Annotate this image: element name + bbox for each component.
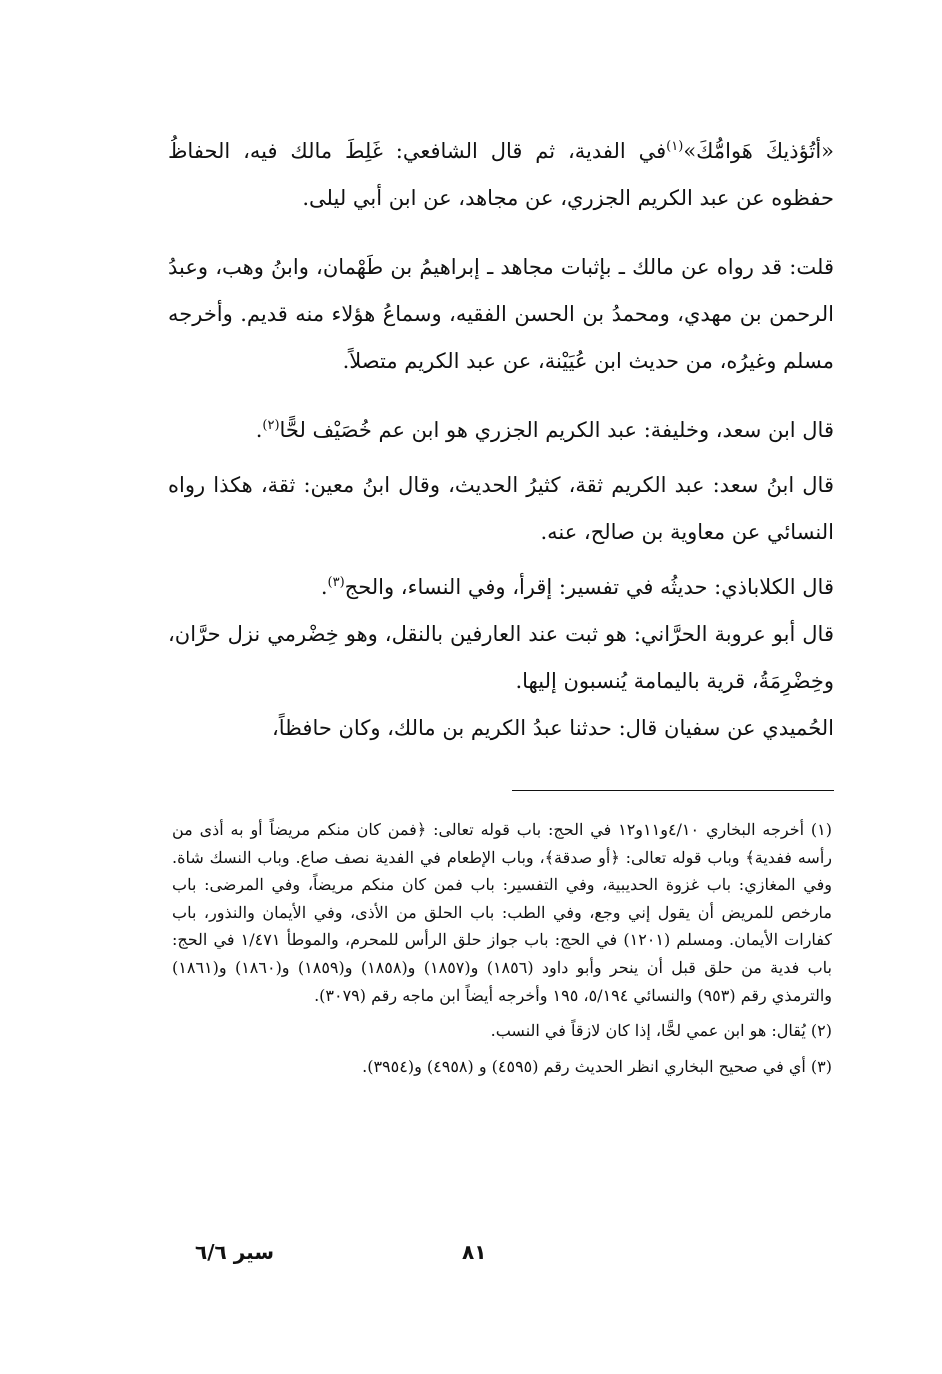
footnote-ref-1[interactable]: (١) (666, 139, 684, 154)
footnote-2: (٢) يُقال: هو ابن عمي لحًّا، إذا كان لازقاً في النسب. (490, 1021, 832, 1041)
signature-mark: سير ٦/٦ (195, 1240, 274, 1264)
main-text (168, 128, 834, 752)
footnotes (172, 816, 832, 1080)
page-number: ٨١ (462, 1240, 487, 1264)
paragraph-3 (168, 407, 834, 454)
paragraph-5 (168, 564, 834, 611)
footnote-1: (١) أخرجه البخاري ٤/١٠و١١و١٢ في الحج: باب قوله تعالى: ﴿فمن كان منكم مريضاً أو به أذى من رأسه ففدية﴾ وباب قوله تعالى: ﴿أو صدقة﴾، وباب الإطعام في الفدية نصف صاع. وباب النسك شاة. وفي المغازي: باب غزوة الحديبية، وفي التفسير: باب فمن كان منكم مريضاً، وفي المرضى: باب مارخص للمريض أن يقول إني وجع، وفي الطب: باب الحلق من الأذى، وفي الأيمان والنذور، باب كفارات الأيمان. ومسلم (١٢٠١) في الحج: باب جواز حلق الرأس للمحرم، والموطأ ١/٤٧١ في الحج: باب فدية من حلق قبل أن ينحر وأبو داود (١٨٥٦) و(١٨٥٧) و(١٨٥٨) و(١٨٥٩) و(١٨٦٠) و(١٨٦١) والترمذي رقم (٩٥٣) والنسائي ٥/١٩٤، ١٩٥ وأخرجه أيضاً ابن ماجه رقم (٣٠٧٩). (172, 820, 833, 1005)
paragraph-5-text: قال الكلاباذي: حديثُه في تفسير: إقرأ، وفي النساء، والحج (344, 575, 834, 599)
paragraph-7: الحُميدي عن سفيان قال: حدثنا عبدُ الكريم بن مالك، وكان حافظاً، (272, 716, 834, 740)
paragraph-1 (168, 128, 834, 222)
footnote-separator (512, 790, 834, 791)
quoted-hadith: «أتُؤذيكَ هَوامُّكَ» (683, 139, 835, 163)
footnote-ref-3[interactable]: (٣) (327, 575, 345, 590)
paragraph-4: قال ابنُ سعد: عبد الكريم ثقة، كثيرُ الحديث، وقال ابنُ معين: ثقة، هكذا رواه النسائي عن معاوية بن صالح، عنه. (168, 473, 834, 544)
footnote-ref-2[interactable]: (٢) (262, 418, 280, 433)
paragraph-1-text: في الفدية، ثم قال الشافعي: غَلِطَ مالك فيه، الحفاظُ حفظوه عن عبد الكريم الجزري، عن مجاهد، عن ابن أبي ليلى. (168, 139, 834, 210)
footnote-3: (٣) أي في صحيح البخاري انظر الحديث رقم (٤٥٩٥) و (٤٩٥٨) و(٣٩٥٤). (362, 1056, 832, 1076)
paragraph-5-end: . (320, 575, 328, 599)
paragraph-3-text: قال ابن سعد، وخليفة: عبد الكريم الجزري هو ابن عم خُصَيْف لحًّا (279, 418, 834, 442)
paragraph-6: قال أبو عروبة الحرَّاني: هو ثبت عند العارفين بالنقل، وهو خِضْرمي نزل حرَّان، وخِضْرِمَةُ، قرية باليمامة يُنسبون إليها. (168, 622, 834, 693)
paragraph-2: قلت: قد رواه عن مالك ـ بإثبات مجاهد ـ إبراهيمُ بن طَهْمان، وابنُ وهب، وعبدُ الرحمن بن مهدي، ومحمدُ بن الحسن الفقيه، وسماعُ هؤلاء منه قديم. وأخرجه مسلم وغيرُه، من حديث ابن عُيَيْنة، عن عبد الكريم متصلاً. (168, 255, 834, 373)
paragraph-3-end: . (255, 418, 263, 442)
page-footer (150, 1240, 834, 1280)
